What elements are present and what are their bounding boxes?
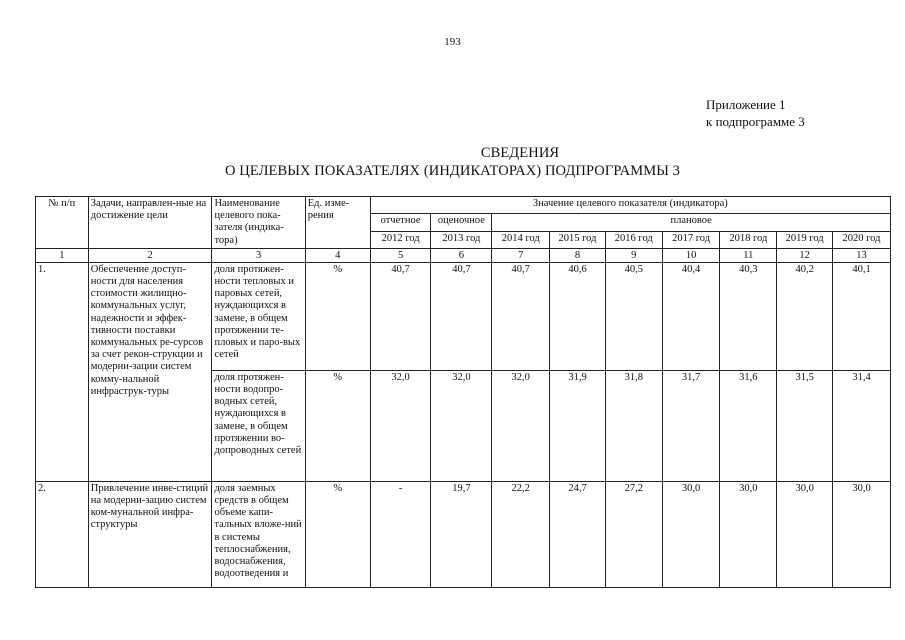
value-cell: 31,8 [605, 370, 662, 481]
value-cell: 30,0 [777, 481, 833, 587]
appendix-line-1: Приложение 1 [706, 97, 786, 112]
value-cell: 40,7 [431, 262, 492, 370]
value-cell: 31,6 [720, 370, 777, 481]
header-year: 2017 год [662, 231, 720, 248]
value-cell: 30,0 [833, 481, 891, 587]
header-year: 2012 год [370, 231, 431, 248]
header-row-1 [36, 197, 891, 214]
value-cell: 40,2 [777, 262, 833, 370]
value-cell: 40,7 [370, 262, 431, 370]
value-cell: 40,4 [662, 262, 720, 370]
value-cell: 32,0 [492, 370, 550, 481]
header-year: 2020 год [833, 231, 891, 248]
header-value-group: Значение целевого показателя (индикатора) [370, 197, 890, 214]
header-num: № п/п [36, 197, 89, 249]
header-indicator: Наименование целевого пока-зателя (индика-тора) [212, 197, 305, 249]
row-num: 2. [36, 481, 89, 587]
header-unit: Ед. изме-рения [305, 197, 370, 249]
value-cell: 24,7 [550, 481, 606, 587]
row-indicator-name: доля заемных средств в общем объеме капи-тальных вложе-ний в системы теплоснабжения, водоснабжения, водоотведения и [212, 481, 305, 587]
value-cell: 30,0 [662, 481, 720, 587]
row-unit: % [305, 370, 370, 481]
column-number: 11 [720, 248, 777, 262]
row-indicator-name: доля протяжен-ности водопро-водных сетей, нуждающихся в замене, в общем протяжении во-допроводных сетей [212, 370, 305, 481]
value-cell: 31,4 [833, 370, 891, 481]
row-task: Привлечение инве-стиций на модерни-зацию систем ком-мунальной инфра-структуры [88, 481, 212, 587]
value-cell: 40,1 [833, 262, 891, 370]
document-title [0, 144, 905, 180]
row-num: 1. [36, 262, 89, 481]
row-unit: % [305, 481, 370, 587]
column-number-row [36, 248, 891, 262]
value-cell: - [370, 481, 431, 587]
row-unit: % [305, 262, 370, 370]
header-year: 2014 год [492, 231, 550, 248]
header-year: 2015 год [550, 231, 606, 248]
table-row [36, 262, 891, 370]
title-line-1: СВЕДЕНИЯ [480, 145, 560, 161]
value-cell: 22,2 [492, 481, 550, 587]
title-line-2: О ЦЕЛЕВЫХ ПОКАЗАТЕЛЯХ (ИНДИКАТОРАХ) ПОДПРОГРАММЫ 3 [224, 163, 681, 179]
row-indicator-name: доля протяжен-ности тепловых и паровых сетей, нуждающихся в замене, в общем протяжении те-пловых и паро-вых сетей [212, 262, 305, 370]
value-cell: 32,0 [370, 370, 431, 481]
column-number: 7 [492, 248, 550, 262]
header-year: 2016 год [605, 231, 662, 248]
page-number: 193 [444, 36, 461, 48]
appendix-note [706, 96, 805, 130]
column-number: 6 [431, 248, 492, 262]
header-reported: отчетное [370, 214, 431, 231]
appendix-line-2: к подпрограмме 3 [706, 114, 805, 129]
value-cell: 40,3 [720, 262, 777, 370]
value-cell: 19,7 [431, 481, 492, 587]
header-year: 2018 год [720, 231, 777, 248]
column-number: 2 [88, 248, 212, 262]
header-task: Задачи, направлен-ные на достижение цели [88, 197, 212, 249]
value-cell: 40,5 [605, 262, 662, 370]
column-number: 1 [36, 248, 89, 262]
indicators-table [35, 196, 891, 588]
value-cell: 40,7 [492, 262, 550, 370]
value-cell: 40,6 [550, 262, 606, 370]
table-row [36, 481, 891, 587]
column-number: 5 [370, 248, 431, 262]
header-year: 2019 год [777, 231, 833, 248]
value-cell: 32,0 [431, 370, 492, 481]
column-number: 13 [833, 248, 891, 262]
row-task: Обеспечение доступ-ности для населения стоимости жилищно-коммунальных услуг, надежности и эффек-тивности поставки коммунальных ре-сурсов за счет рекон-струкции и модерни-зации систем комму-нальной инфраструк-туры [88, 262, 212, 481]
header-planned: плановое [492, 214, 891, 231]
value-cell: 31,7 [662, 370, 720, 481]
column-number: 8 [550, 248, 606, 262]
value-cell: 30,0 [720, 481, 777, 587]
value-cell: 27,2 [605, 481, 662, 587]
column-number: 3 [212, 248, 305, 262]
header-year: 2013 год [431, 231, 492, 248]
column-number: 9 [605, 248, 662, 262]
column-number: 4 [305, 248, 370, 262]
value-cell: 31,5 [777, 370, 833, 481]
column-number: 10 [662, 248, 720, 262]
header-estimated: оценочное [431, 214, 492, 231]
column-number: 12 [777, 248, 833, 262]
value-cell: 31,9 [550, 370, 606, 481]
